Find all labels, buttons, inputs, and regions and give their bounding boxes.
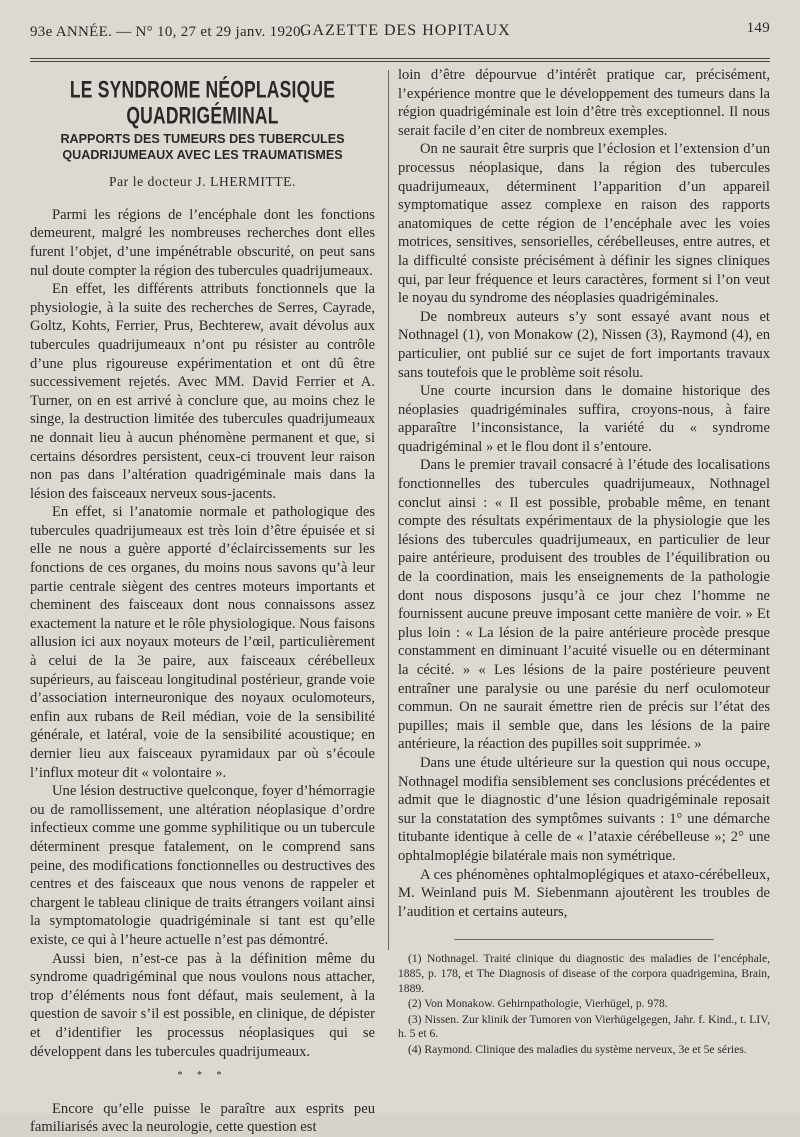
paragraph: En effet, les différents attributs fonctionnels que la physiologie, à la suite des recherches de Serres, Cayrade, Goltz, Kohts, Ferrier, Prus, Bechterew, avait dévolus aux tubercules quadrijumeaux n’ont pu résister au contrôle d’une plus rigoureuse expérimentation et ont dû être successivement rejetés. Avec MM. David Ferrier et A. Turner, on en est arrivé à conclure que, au moins chez le singe, la destruction limitée des tubercules quadrijumeaux ne donnait lieu à aucun phénomène permanent et que, si certains désordres persistent, ceux-ci trouvent leur raison non pas dans l’altération quadrigéminale mais dans la lésion des faisceaux nerveux sous-jacents. bbox=[30, 281, 375, 502]
footnote-rule bbox=[454, 939, 714, 940]
footnote: (4) Raymond. Clinique des maladies du système nerveux, 3e et 5e séries. bbox=[408, 1042, 747, 1056]
footnote: (2) Von Monakow. Gehirnpathologie, Vierhügel, p. 978. bbox=[408, 997, 668, 1011]
paragraph: On ne saurait être surpris que l’éclosion et l’extension d’un processus néoplasique, dans la région des tubercules quadrijumeaux, déterminent l’apparition d’un appareil symptomatique assez complexe en raison des rapports anatomiques de cette région de l’encéphale avec les voies motrices, sensitives, sensorielles, cérébelleuses, entre autres, et la difficulté consiste précisément à définir les signes cliniques qui, par leur fréquence et leurs caractères, forment si l’on veut le noyau du syndrome des néoplasies quadrigéminales. bbox=[398, 141, 770, 307]
article-subtitle: RAPPORTS DES TUMEURS DES TUBERCULES QUADRIJUMEAUX AVEC LES TRAUMATISMES bbox=[60, 132, 345, 163]
paragraph: Encore qu’elle puisse le paraître aux esprits peu familiarisés avec la neurologie, cette question est bbox=[30, 1100, 375, 1136]
journal-name: GAZETTE DES HOPITAUX bbox=[300, 22, 511, 39]
header-rule-double bbox=[30, 61, 770, 62]
paragraph: Parmi les régions de l’encéphale dont les fonctions demeurent, malgré les nombreuses recherches dont elles furent l’objet, d’une impénétrable obscurité, on peut sans nul doute compter la région des tubercules quadrijumeaux. bbox=[30, 206, 375, 279]
paragraph: Une courte incursion dans le domaine historique des néoplasies quadrigéminales suffira, croyons-nous, à faire apparaître l’inconsistance, la variété du « syndrome quadrigéminal » et le flou dont il s’entoure. bbox=[398, 383, 770, 455]
page-header bbox=[30, 18, 770, 48]
article-byline: Par le docteur J. LHERMITTE. bbox=[108, 174, 296, 190]
header-rule bbox=[30, 58, 770, 59]
footnotes bbox=[398, 952, 770, 1057]
right-column bbox=[398, 66, 770, 1058]
article-title: LE SYNDROME NÉOPLASIQUE QUADRIGÉMINAL bbox=[69, 76, 336, 129]
section-separator: * * * bbox=[177, 1070, 228, 1082]
footnote: (3) Nissen. Zur klinik der Tumoren von Vierhügelgegen, Jahr. f. Kind., t. LIV, h. 5 et 6. bbox=[398, 1012, 770, 1041]
paragraph: Une lésion destructive quelconque, foyer d’hémorragie ou de ramollissement, une altération néoplasique d’ordre infectieux comme une gomme syphilitique ou un tubercule déterminent presque fatalement, on le comprend sans peine, des modifications fonctionnelles ou destructives des centres et des faisceaux que nous venons de rappeler et chargent le tableau clinique de traits étrangers voilant ainsi la symptomatologie quadrigéminale si tant est qu’elle existe, ce qui à l’heure actuelle n’est pas démontré. bbox=[30, 783, 375, 948]
column-divider bbox=[388, 70, 389, 950]
issue-info: 93e ANNÉE. — N° 10, 27 et 29 janv. 1920. bbox=[30, 24, 305, 40]
paragraph: De nombreux auteurs s’y sont essayé avant nous et Nothnagel (1), von Monakow (2), Nissen (3), Raymond (4), en particulier, ont publié sur ce sujet de fort importants travaux sans toutefois que le problème soit résolu. bbox=[398, 308, 770, 381]
left-column bbox=[30, 72, 375, 1137]
paragraph: A ces phénomènes ophtalmoplégiques et ataxo-cérébelleux, M. Weinland puis M. Siebenmann ajoutèrent les troubles de l’audition et certains auteurs, bbox=[398, 866, 770, 920]
paragraph: En effet, si l’anatomie normale et pathologique des tubercules quadrijumeaux est très loin d’être épuisée et si elle ne nous a guère apporté d’éclaircissements sur les fonctions de ces organes, du moins nous savons qu’à leur partie centrale siègent des centres moteurs importants et cheminent des faisceaux dont nous connaissons assez exactement la nature et le rôle physiologique. Nous faisons allusion ici aux noyaux moteurs de l’œil, particulièrement à celui de la 3e paire, aux faisceaux cérébelleux supérieurs, au faisceau longitudinal postérieur, grande voie d’association interneuronique des noyaux oculomoteurs, enfin aux rubans de Reil médian, voie de la sensibilité générale, et latéral, voie de la sensibilité acoustique; en dernier lieu aux faisceaux pyramidaux par où s’écoule l’influx moteur dit « volontaire ». bbox=[30, 504, 375, 781]
footnote: (1) Nothnagel. Traité clinique du diagnostic des maladies de l’encéphale, 1885, p. 178, et The Diagnosis of disease of the corpora quadrigemina, Brain, 1889. bbox=[398, 952, 770, 995]
paragraph: Dans une étude ultérieure sur la question qui nous occupe, Nothnagel modifia sensiblement ses conclusions précédentes et admit que le diagnostic d’une lésion quadrigéminale reposait sur la constatation des symptômes suivants : 1° une démarche titubante identique à celle de « l’ataxie cérébelleuse »; 2° une ophtalmoplégie bilatérale mais non symétrique. bbox=[398, 754, 770, 864]
paragraph: Aussi bien, n’est-ce pas à la définition même du syndrome quadrigéminal que nous voulons nous attacher, trop d’éléments nous font défaut, mais seulement, à la question de savoir s’il est possible, en clinique, de dépister et d’identifier les processus néoplasiques qui se développent dans les tubercules quadrijumeaux. bbox=[30, 950, 375, 1060]
page-number: 149 bbox=[746, 20, 770, 36]
paragraph: loin d’être dépourvue d’intérêt pratique car, précisément, l’expérience montre que le développement des tumeurs dans la région quadrigéminale est loin d’être très exceptionnel. Il nous serait facile d’en citer de nombreux exemples. bbox=[398, 67, 770, 139]
paragraph: Dans le premier travail consacré à l’étude des localisations fonctionnelles des tubercules quadrijumeaux, Nothnagel conclut ainsi : « Il est possible, probable même, en tenant compte des résultats expérimentaux de la physiologie que les lésions des tubercules quadrijumeaux, en particulier de leur paire antérieure, produisent des troubles de l’équilibration ou de la coordination, mais les enseignements de la pathologie dont nous disposons jusqu’à ce jour chez l’homme ne fournissent aucune preuve imposant cette manière de voir. » Et plus loin : « La lésion de la paire antérieure procède presque constamment en diminuant l’acuité visuelle ou en déterminant la cécité. » « Les lésions de la paire postérieure peuvent entraîner une paralysie ou une parésie du nerf oculomoteur commun. On ne saurait émettre rien de précis sur l’état des pupilles; mais il semble que, dans les lésions de la paire antérieure, la réaction des pupilles soit supprimée. » bbox=[398, 457, 770, 753]
